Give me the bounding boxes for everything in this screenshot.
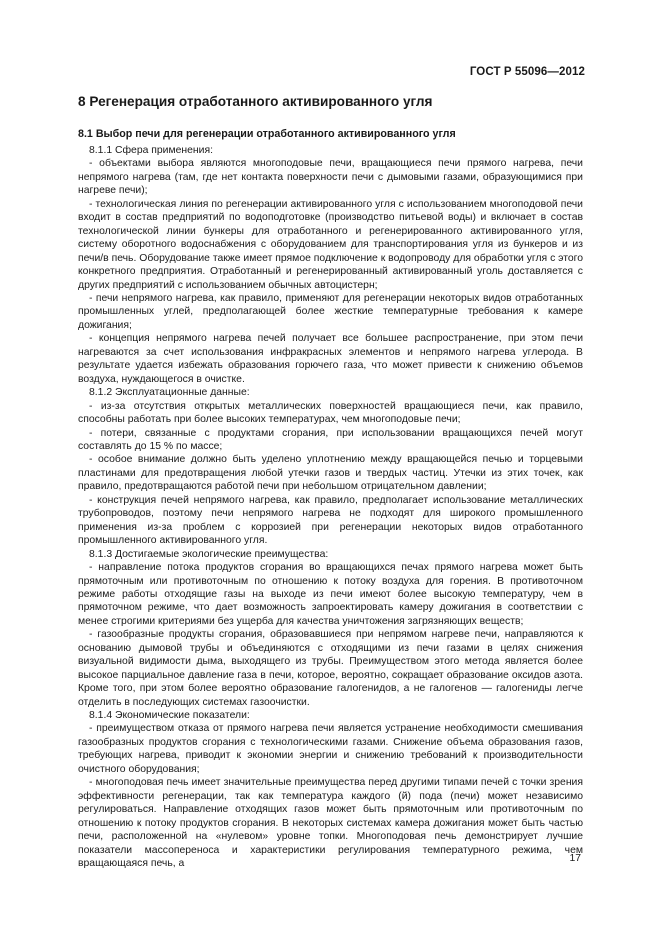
list-item: - концепция непрямого нагрева печей получает все большее распространение, при этом печи нагреваются за счет использования инфракрасных элементов и непрямого нагрева углерода. В результате удается избежать образования горючего газа, что может привести к снижению объемов воздуха, нуждающегося в очистке. xyxy=(78,333,583,385)
body-text xyxy=(78,144,583,870)
subclause-heading: 8.1.3 Достигаемые экологические преимущества: xyxy=(89,548,329,560)
list-item: - конструкция печей непрямого нагрева, как правило, предполагает использование металлических трубопроводов, поэтому печи непрямого нагрева не подходят для широкого промышленного применения из-за проблем с коррозией при регенерации некоторых видов отработанного промышленного активированного угля. xyxy=(78,494,583,547)
list-item: - из-за отсутствия открытых металлических поверхностей вращающиеся печи, как правило, способны работать при более высоких температурах, чем многоподовые печи; xyxy=(78,400,583,426)
page-number: 17 xyxy=(569,853,581,864)
list-item: - технологическая линия по регенерации активированного угля с использованием многоподовой печи входит в состав предприятий по водоподготовке (производство питьевой воды) и включает в состав технологической линии бункеры для отработанного и регенерированного активированного угля, систему оборотного водоснабжения с оборудованием для транспортирования угля из бункеров и из печи/в печь. Оборудование также имеет прямое подключение к водопроводу для обработки угля с этого конкретного предприятия. Отработанный и регенерированный активированный уголь доставляется с других предприятий с использованием обычных автоцистерн; xyxy=(78,198,583,291)
list-item: - особое внимание должно быть уделено уплотнению между вращающейся печью и торцевыми пластинами для предотвращения любой утечки газов и твердых частиц. Утечки из этих точек, как правило, предотвращаются работой печи при небольшом отрицательном давлении; xyxy=(78,454,583,493)
list-item: - объектами выбора являются многоподовые печи, вращающиеся печи прямого нагрева, печи непрямого нагрева (там, где нет контакта поверхности печи с дымовыми газами, образующимися при нагреве печи); xyxy=(78,158,583,197)
subclause-heading: 8.1.2 Эксплуатационные данные: xyxy=(89,387,250,399)
subclause-heading: 8.1.4 Экономические показатели: xyxy=(89,710,250,722)
subsection-title: 8.1 Выбор печи для регенерации отработанного активированного угля xyxy=(78,128,456,140)
list-item: - потери, связанные с продуктами сгорания, при использовании вращающихся печей могут составлять до 15 % по массе; xyxy=(78,427,583,452)
list-item: - направление потока продуктов сгорания во вращающихся печах прямого нагрева может быть прямоточным или противоточным по отношению к потоку воздуха для горения. В противоточном режиме работы отходящие газы на выходе из печи имеют более высокую температуру, чем в прямоточном режиме, что дает возможность запроектировать камеру дожигания в соответствии с менее строгими критериями без ущерба для качества уничтожения загрязняющих веществ; xyxy=(78,562,583,627)
subclause-heading: 8.1.1 Сфера применения: xyxy=(89,145,213,156)
document-header: ГОСТ Р 55096—2012 xyxy=(469,66,585,78)
list-item: - печи непрямого нагрева, как правило, применяют для регенерации некоторых видов отработанных промышленных углей, предполагающей более жесткие температурные требования к камере дожигания; xyxy=(78,292,583,331)
list-item: - газообразные продукты сгорания, образовавшиеся при непрямом нагреве печи, направляются к основанию дымовой трубы и объединяются с отходящими из печи газами в целях снижения визуальной видимости дыма, выходящего из трубы. Преимуществом этого метода является более высокое парциальное давление газа в печи, которое, вероятно, сокращает образование оксидов азота. Кроме того, при этом более вероятно образование галогенидов, а не галогенов — галогениды легче отделить в последующих системах газоочистки. xyxy=(78,629,583,708)
list-item: - преимуществом отказа от прямого нагрева печи является устранение необходимости смешивания газообразных продуктов сгорания с технологическими газами. Снижение объема образования газов, требующих нагрева, приводит к экономии энергии и снижению требований к производительности очистного оборудования; xyxy=(78,723,583,775)
list-item: - многоподовая печь имеет значительные преимущества перед другими типами печей с точки зрения эффективности регенерации, так как температура каждого (й) пода (печи) может независимо регулироваться. Направление отходящих газов может быть прямоточным или противоточным по отношению к потоку продуктов сгорания. В некоторых системах камера дожигания может быть частью печи, расположенной на «нулевом» уровне топки. Многоподовая печь демонстрирует лучшие показатели массопереноса и характеристики регулирования температурного режима, чем вращающаяся печь, а xyxy=(78,777,583,870)
section-title: 8 Регенерация отработанного активированного угля xyxy=(78,94,433,109)
